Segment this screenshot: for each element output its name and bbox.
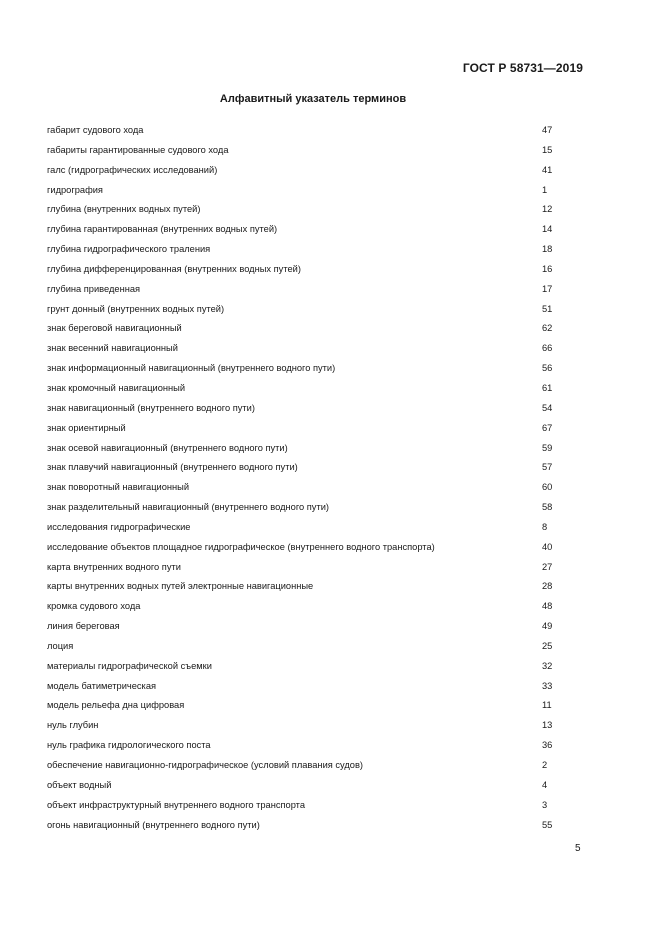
term-name: исследования гидрографические	[47, 521, 191, 532]
term-name: знак поворотный навигационный	[47, 482, 190, 493]
term-row	[47, 439, 559, 459]
term-number: 33	[542, 680, 553, 691]
term-number: 27	[542, 561, 553, 572]
page-number: 5	[575, 843, 581, 854]
term-name: исследование объектов площадное гидрографическое (внутреннего водного транспорта)	[47, 541, 435, 552]
term-number: 12	[542, 204, 553, 215]
term-name: знак информационный навигационный (внутреннего водного пути)	[47, 363, 336, 374]
term-row	[47, 597, 559, 617]
term-name: габарит судового хода	[47, 125, 144, 135]
term-name: габариты гарантированные судового хода	[47, 144, 229, 155]
term-number: 13	[542, 720, 553, 731]
term-number: 8	[542, 521, 548, 532]
term-name: объект инфраструктурный внутреннего водного транспорта	[47, 799, 306, 810]
term-number: 2	[542, 760, 548, 770]
term-number: 18	[542, 244, 553, 255]
term-name: знак осевой навигационный (внутреннего водного пути)	[47, 442, 288, 453]
term-row	[47, 161, 559, 181]
term-row	[47, 816, 559, 836]
term-name: грунт донный (внутренних водных путей)	[47, 303, 225, 314]
term-row	[47, 181, 559, 201]
term-name: кромка судового хода	[47, 601, 141, 612]
term-number: 3	[542, 799, 548, 810]
term-number: 41	[542, 164, 553, 175]
term-number: 56	[542, 363, 553, 374]
term-number: 62	[542, 323, 553, 334]
term-number: 48	[542, 601, 553, 612]
term-name: глубина дифференцированная (внутренних водных путей)	[47, 263, 301, 274]
term-row	[47, 558, 559, 578]
term-row	[47, 736, 559, 756]
term-name: галс (гидрографических исследований)	[47, 164, 218, 175]
term-row	[47, 716, 559, 736]
term-name: карта внутренних водного пути	[47, 561, 181, 572]
term-name: знак ориентирный	[47, 422, 126, 433]
term-row	[47, 200, 559, 220]
term-row	[47, 121, 559, 141]
term-name: нуль графика гидрологического поста	[47, 740, 211, 751]
term-number: 16	[542, 263, 553, 274]
term-number: 57	[542, 462, 553, 473]
term-number: 54	[542, 402, 553, 413]
term-row	[47, 339, 559, 359]
term-name: обеспечение навигационно-гидрографическое (условий плавания судов)	[47, 760, 363, 770]
term-name: модель батиметрическая	[47, 680, 157, 691]
term-row	[47, 359, 559, 379]
term-number: 51	[542, 303, 553, 314]
term-name: знак разделительный навигационный (внутреннего водного пути)	[47, 502, 329, 513]
term-row	[47, 240, 559, 260]
term-row	[47, 260, 559, 280]
term-name: знак плавучий навигационный (внутреннего водного пути)	[47, 462, 298, 473]
term-name: линия береговая	[47, 621, 120, 632]
term-row	[47, 577, 559, 597]
term-row	[47, 637, 559, 657]
term-row	[47, 538, 559, 558]
term-name: объект водный	[47, 779, 112, 790]
term-number: 66	[542, 343, 553, 354]
term-row	[47, 280, 559, 300]
term-number: 61	[542, 382, 553, 393]
term-name: знак кромочный навигационный	[47, 382, 186, 393]
term-number: 17	[542, 283, 553, 294]
term-name: лоция	[47, 640, 74, 651]
term-row	[47, 141, 559, 161]
term-row	[47, 756, 559, 776]
term-name: глубина гарантированная (внутренних водных путей)	[47, 224, 278, 235]
term-number: 67	[542, 422, 553, 433]
term-number: 47	[542, 125, 553, 135]
term-number: 11	[542, 700, 552, 711]
document-code: ГОСТ Р 58731—2019	[462, 61, 583, 75]
term-row	[47, 300, 559, 320]
term-row	[47, 458, 559, 478]
term-name: знак навигационный (внутреннего водного пути)	[47, 402, 255, 413]
term-row	[47, 518, 559, 538]
term-name: глубина гидрографического траления	[47, 244, 211, 255]
term-row	[47, 399, 559, 419]
term-row	[47, 478, 559, 498]
term-number: 32	[542, 660, 553, 671]
term-number: 14	[542, 224, 553, 235]
term-row	[47, 677, 559, 697]
term-number: 25	[542, 640, 553, 651]
term-row	[47, 319, 559, 339]
term-number: 1	[542, 184, 548, 195]
term-number: 59	[542, 442, 553, 453]
term-number: 49	[542, 621, 553, 632]
term-name: карты внутренних водных путей электронные навигационные	[47, 581, 314, 592]
term-row	[47, 220, 559, 240]
term-name: материалы гидрографической съемки	[47, 660, 212, 671]
term-number: 55	[542, 819, 553, 830]
index-title: Алфавитный указатель терминов	[219, 93, 407, 105]
term-number: 4	[542, 779, 548, 790]
term-name: знак береговой навигационный	[47, 323, 182, 334]
term-row	[47, 379, 559, 399]
term-row	[47, 419, 559, 439]
term-name: знак весенний навигационный	[47, 343, 178, 354]
term-number: 28	[542, 581, 553, 592]
term-name: нуль глубин	[47, 720, 99, 731]
term-name: модель рельефа дна цифровая	[47, 700, 185, 711]
term-number: 36	[542, 740, 553, 751]
term-row	[47, 696, 559, 716]
term-row	[47, 657, 559, 677]
term-name: глубина приведенная	[47, 283, 141, 294]
term-name: огонь навигационный (внутреннего водного пути)	[47, 819, 260, 830]
term-number: 58	[542, 502, 553, 513]
term-name: гидрография	[47, 184, 103, 195]
term-number: 60	[542, 482, 553, 493]
terms-list	[47, 121, 559, 835]
term-number: 40	[542, 541, 553, 552]
term-row	[47, 796, 559, 816]
term-name: глубина (внутренних водных путей)	[47, 204, 201, 215]
term-row	[47, 776, 559, 796]
term-row	[47, 617, 559, 637]
term-row	[47, 498, 559, 518]
term-number: 15	[542, 144, 553, 155]
